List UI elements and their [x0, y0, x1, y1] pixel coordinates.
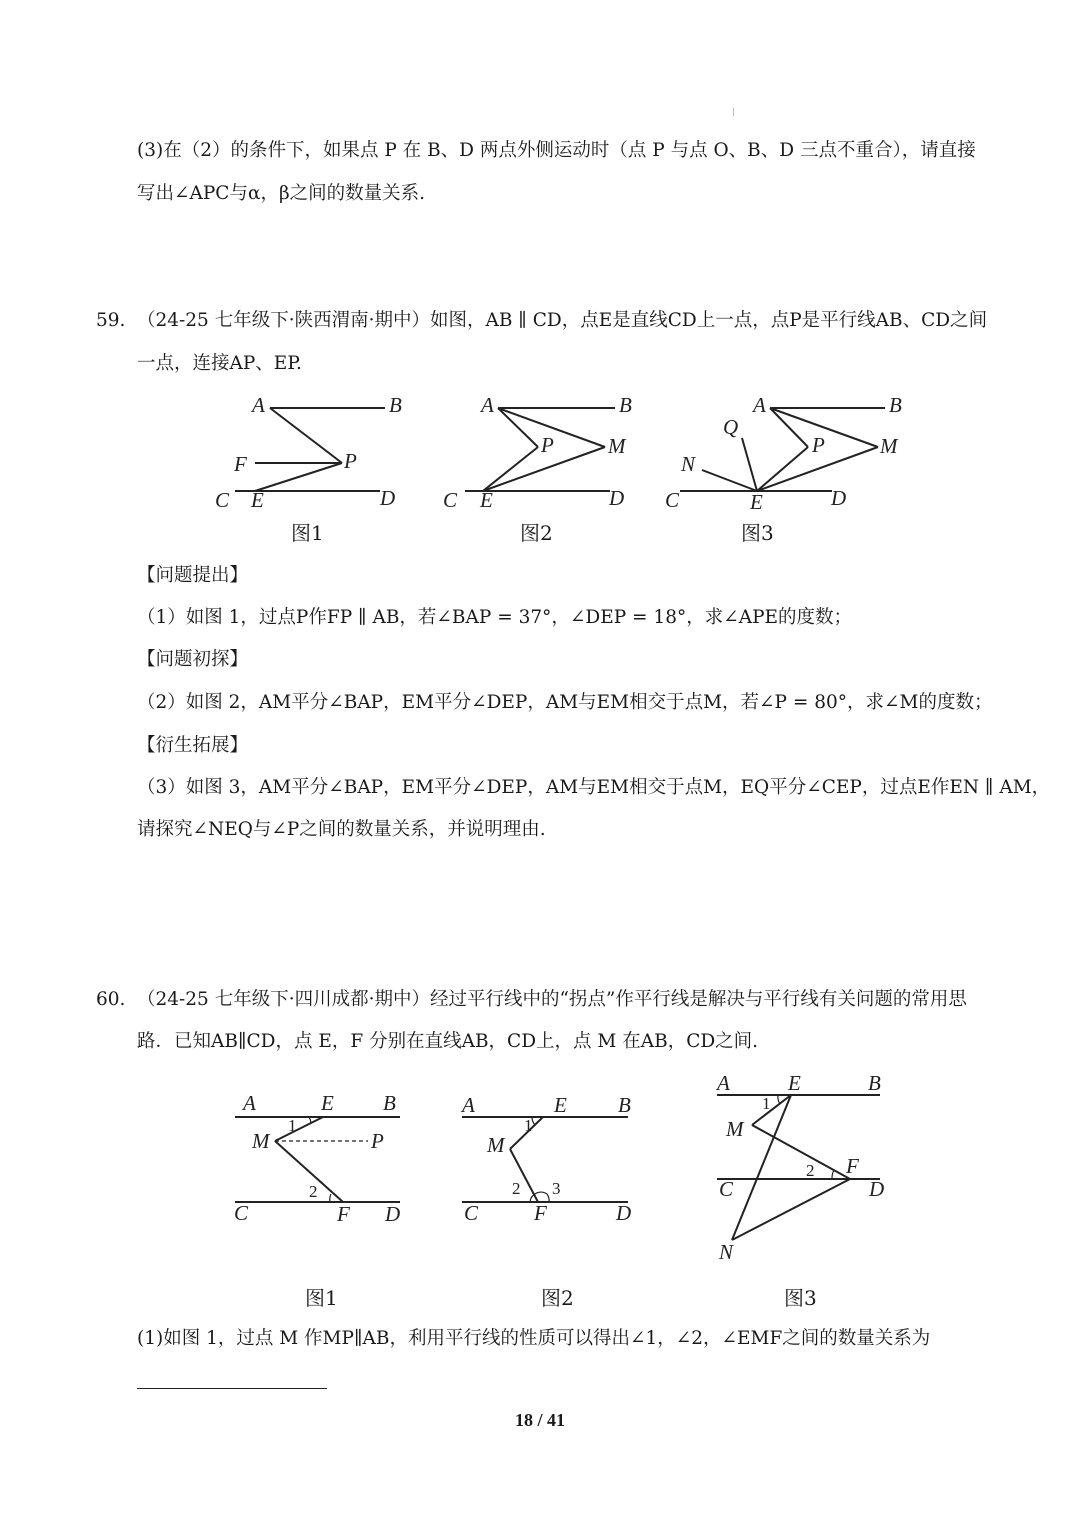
q60-f1-label-f: F	[337, 1202, 350, 1226]
q60-f1-label-e: E	[321, 1091, 334, 1115]
q60-f1-label-d: D	[385, 1202, 401, 1226]
q59-stem-line1: （24-25 七年级下·陕西渭南·期中）如图，AB ∥ CD，点E是直线CD上一点，点P是平行线AB、CD之间	[137, 310, 988, 331]
q59-f2-label-p: P	[541, 433, 554, 457]
q60-f1-label-c: C	[234, 1201, 249, 1225]
q60-f3-angle-1: 1	[762, 1094, 771, 1113]
answer-blank	[137, 1388, 327, 1389]
q60-fig3-caption: 图3	[784, 1286, 817, 1310]
q60-f1-angle-1: 1	[288, 1116, 297, 1135]
q59-f1-label-p: P	[344, 449, 357, 473]
q60-f1-label-a: A	[243, 1091, 256, 1115]
q59-f3-label-a: A	[753, 393, 766, 417]
q60-f2-label-b: B	[618, 1093, 631, 1117]
q60-part1: (1)如图 1，过点 M 作MP∥AB，利用平行线的性质可以得出∠1，∠2，∠EMF之间的数量关系为	[137, 1328, 931, 1349]
q59-section1-title: 【问题提出】	[137, 565, 249, 586]
q59-f2-label-c: C	[443, 488, 458, 512]
q59-f3-label-d: D	[831, 486, 847, 510]
q60-figure-2	[450, 1085, 640, 1235]
q60-f2-label-d: D	[616, 1201, 632, 1225]
q59-f3-label-e: E	[750, 490, 763, 514]
q60-f2-angle-1: 1	[524, 1116, 533, 1135]
prev-question-line2: 写出∠APC与α，β之间的数量关系.	[137, 183, 426, 204]
q59-f1-label-f: F	[234, 452, 247, 476]
q59-fig1-caption: 图1	[291, 521, 324, 545]
q59-f1-label-e: E	[251, 488, 264, 512]
q60-f3-label-a: A	[717, 1071, 730, 1095]
prev-question-line1: (3)在（2）的条件下，如果点 P 在 B、D 两点外侧运动时（点 P 与点 O、B、D 三点不重合），请直接	[137, 140, 976, 161]
q60-f2-label-f: F	[534, 1201, 547, 1225]
q59-stem-line2: 一点，连接AP、EP.	[137, 353, 302, 374]
q60-number: 60.	[96, 989, 126, 1010]
q60-f2-label-m: M	[487, 1133, 505, 1157]
q59-f2-label-b: B	[619, 393, 632, 417]
q60-f1-label-m: M	[252, 1129, 270, 1153]
q59-f1-line-ap	[270, 408, 342, 463]
q59-figure-1	[205, 390, 415, 520]
page-number: 18 / 41	[514, 1410, 565, 1430]
q60-f2-angle-2: 2	[512, 1179, 521, 1198]
q60-f2-label-a: A	[462, 1093, 475, 1117]
q60-f3-label-d: D	[869, 1177, 885, 1201]
q60-f2-label-e: E	[554, 1093, 567, 1117]
q60-figure-1	[225, 1085, 415, 1235]
q60-f3-label-n: N	[719, 1240, 734, 1264]
q59-f3-label-q: Q	[723, 415, 739, 439]
q59-f1-label-b: B	[389, 393, 402, 417]
q59-part3-line2: 请探究∠NEQ与∠P之间的数量关系，并说明理由.	[137, 819, 546, 840]
scan-mark	[733, 108, 734, 116]
q59-part3-line1: （3）如图 3，AM平分∠BAP，EM平分∠DEP，AM与EM相交于点M，EQ平分∠CEP，过点E作EN ∥ AM，	[137, 777, 1051, 798]
q59-f3-label-m: M	[880, 434, 898, 458]
q59-figure-3	[660, 390, 910, 520]
q59-f1-label-d: D	[380, 486, 396, 510]
q59-number: 59.	[96, 310, 126, 331]
q59-f3-label-n: N	[681, 452, 696, 476]
q60-stem-line2: 路．已知AB∥CD，点 E，F 分别在直线AB，CD上，点 M 在AB，CD之间.	[137, 1031, 759, 1052]
q60-figure-3	[705, 1068, 905, 1268]
q59-part1: （1）如图 1，过点P作FP ∥ AB，若∠BAP = 37°，∠DEP = 18°，求∠APE的度数；	[137, 607, 853, 628]
q59-f2-label-e: E	[480, 488, 493, 512]
q59-f1-line-pe	[255, 463, 342, 491]
q60-f3-label-f: F	[846, 1154, 859, 1178]
q59-figure-2	[435, 390, 650, 520]
q59-f1-label-c: C	[215, 488, 230, 512]
q60-fig2-caption: 图2	[541, 1286, 574, 1310]
q59-f2-label-a: A	[481, 393, 494, 417]
q60-f1-angle-2: 2	[309, 1182, 318, 1201]
q59-fig3-caption: 图3	[741, 521, 774, 545]
q59-f3-label-c: C	[665, 488, 680, 512]
q59-f3-label-b: B	[889, 393, 902, 417]
q59-section2-title: 【问题初探】	[137, 649, 249, 670]
q60-f3-angle-2: 2	[806, 1161, 815, 1180]
q59-f3-label-p: P	[812, 433, 825, 457]
q60-f3-label-c: C	[719, 1177, 734, 1201]
q60-fig1-caption: 图1	[305, 1286, 338, 1310]
q60-f2-angle-3: 3	[552, 1179, 561, 1198]
q59-f2-label-m: M	[608, 434, 626, 458]
q59-f2-label-d: D	[609, 486, 625, 510]
q60-f3-label-b: B	[868, 1071, 881, 1095]
q59-fig2-caption: 图2	[520, 521, 553, 545]
q59-section3-title: 【衍生拓展】	[137, 735, 249, 756]
q59-f1-label-a: A	[252, 393, 265, 417]
q60-f1-label-b: B	[383, 1091, 396, 1115]
q60-f3-label-e: E	[788, 1071, 801, 1095]
q60-f2-label-c: C	[464, 1201, 479, 1225]
q60-stem-line1: （24-25 七年级下·四川成都·期中）经过平行线中的“拐点”作平行线是解决与平行线有关问题的常用思	[137, 989, 967, 1010]
q59-part2: （2）如图 2，AM平分∠BAP，EM平分∠DEP，AM与EM相交于点M，若∠P = 80°，求∠M的度数；	[137, 692, 993, 713]
q60-f3-label-m: M	[726, 1117, 744, 1141]
q60-f1-label-p: P	[371, 1129, 384, 1153]
